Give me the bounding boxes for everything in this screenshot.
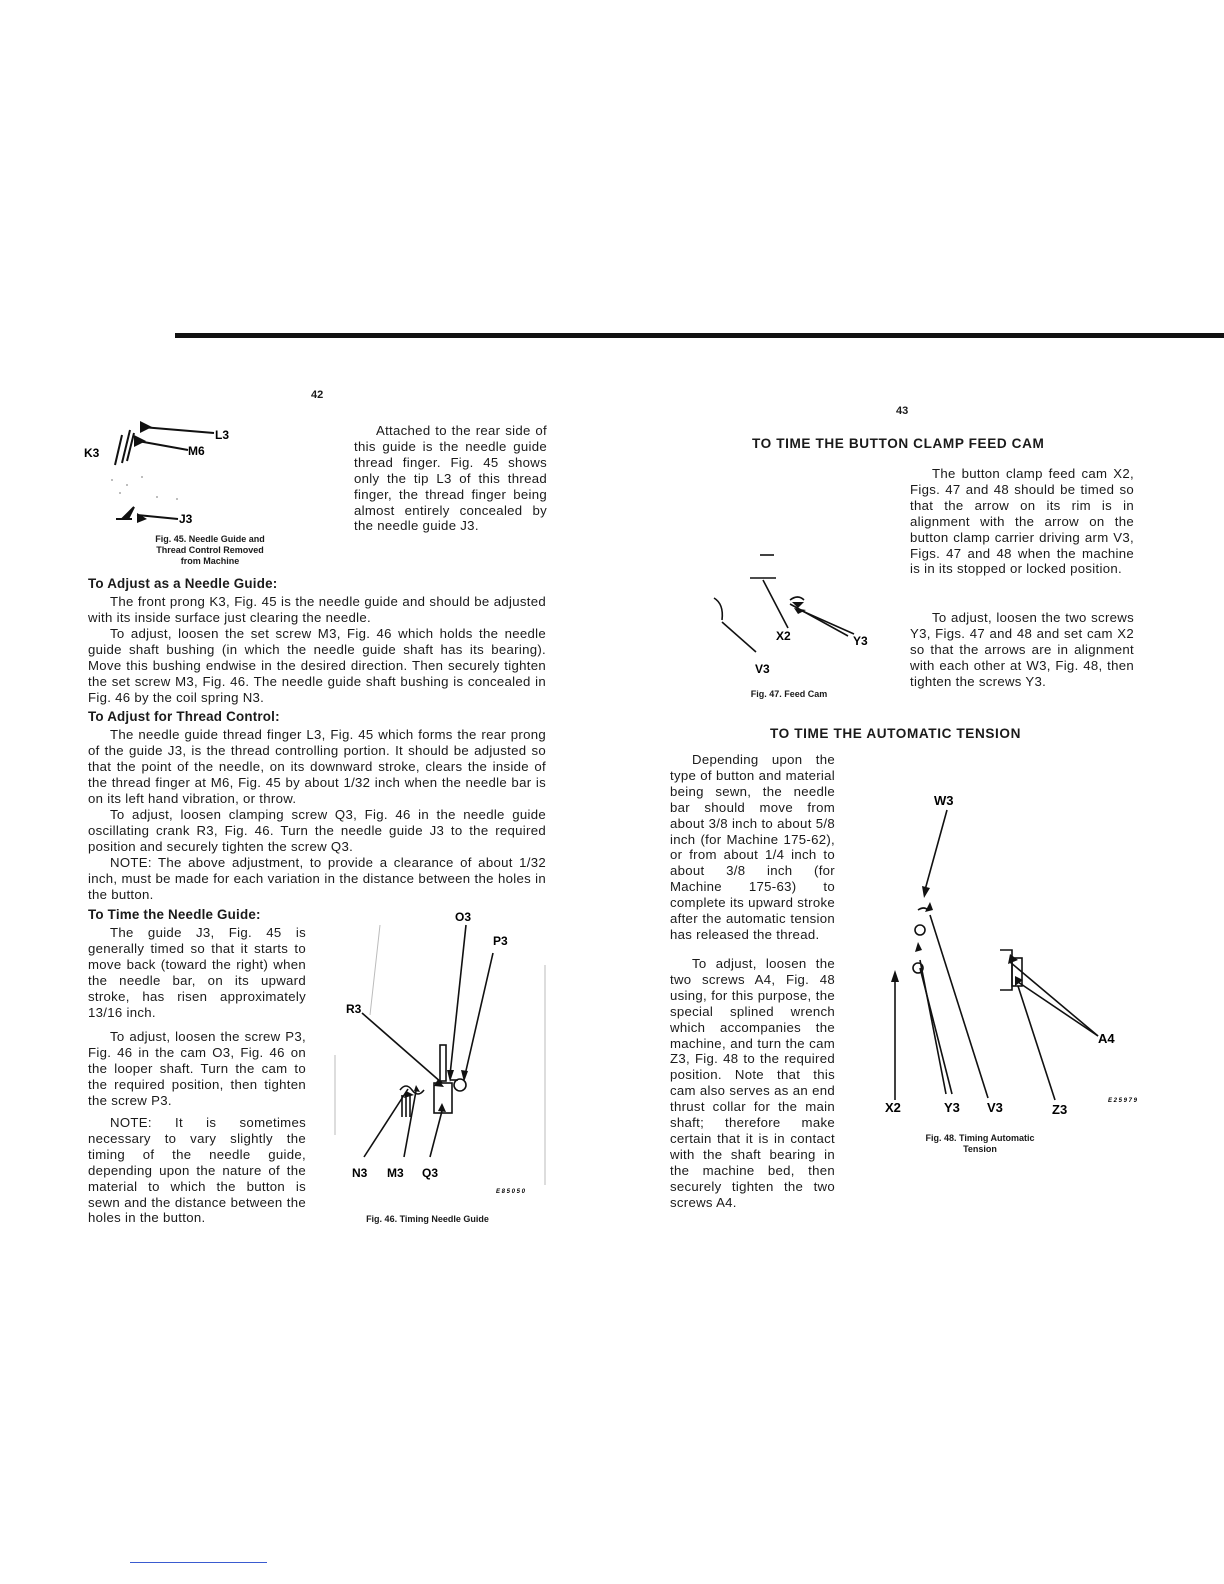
fig45-caption: Fig. 45. Needle Guide and Thread Control Removed from Machine [155, 534, 265, 566]
intro-paragraph: Attached to the rear side of this guide is the needle guide thread finger. Fig. 45 shows only the tip L3 of this thread finger, the thread finger being almost entirely concealed by the needle guide J3. [354, 423, 547, 534]
adjust-needle-guide-p2: To adjust, loosen the set screw M3, Fig. 46 which holds the needle guide shaft bushing (in which the needle guide shaft has its bearing). Move this bushing endwise in the desired direction. Then securely tighten the set screw M3, Fig. 46. The needle guide shaft bushing is concealed in Fig. 46 by the coil spring N3. [88, 626, 546, 705]
fig46-label-p3: P3 [493, 934, 508, 948]
heading-adjust-needle-guide: To Adjust as a Needle Guide: [88, 576, 278, 591]
fig47-caption: Fig. 47. Feed Cam [750, 689, 828, 699]
time-needle-guide-p2: To adjust, loosen the screw P3, Fig. 46 in the cam O3, Fig. 46 on the looper shaft. Turn the cam to the required position, then tighten the screw P3. [88, 1029, 306, 1108]
fig46-label-o3: O3 [455, 910, 472, 924]
fig46-label-m3: M3 [387, 1166, 404, 1180]
fig45-label-m6: M6 [188, 444, 205, 458]
automatic-tension-p2-column: To adjust, loosen the two screws A4, Fig. 48 using, for this purpose, the special splined wrench which accompanies the machine, and turn the cam Z3, Fig. 48 to the required position. Note that this cam also serves as an end thrust collar for the main shaft; therefore make certain that it is in contact with the shaft bearing in the machine bed, then securely tighten the two screws A4. [670, 956, 835, 1210]
fig48-label-z3: Z3 [1052, 1102, 1068, 1117]
fig46-label-r3: R3 [346, 1002, 362, 1016]
bottom-link-rule [130, 1562, 267, 1563]
fig46-label-n3: N3 [352, 1166, 368, 1180]
fig48-label-v3: V3 [987, 1100, 1003, 1115]
time-needle-guide-p1: The guide J3, Fig. 45 is generally timed so that it starts to move back (toward the right) when the needle bar, on its upward stroke, has risen approximately 13/16 inch. [88, 925, 306, 1020]
fig48-label-y3: Y3 [944, 1100, 960, 1115]
page-number-right: 43 [896, 405, 909, 417]
heading-button-clamp-feed-cam: TO TIME THE BUTTON CLAMP FEED CAM [752, 436, 1045, 451]
fig45-label-j3: J3 [179, 512, 193, 526]
fig46-caption: Fig. 46. Timing Needle Guide [366, 1214, 489, 1224]
heading-automatic-tension: TO TIME THE AUTOMATIC TENSION [770, 726, 1022, 741]
fig48-label-w3: W3 [934, 793, 954, 808]
figure-48 [870, 790, 1140, 1120]
heading-time-needle-guide: To Time the Needle Guide: [88, 907, 261, 922]
fig46-label-q3: Q3 [422, 1166, 439, 1180]
fig47-label-x2: X2 [776, 629, 791, 643]
adjust-needle-guide-p1: The front prong K3, Fig. 45 is the needle guide and should be adjusted with its inside surface just clearing the needle. [88, 594, 546, 625]
fig45-label-l3: L3 [215, 428, 230, 442]
feed-cam-p1: The button clamp feed cam X2, Figs. 47 and 48 should be timed so that the arrow on its rim is in alignment with the arrow on the button clamp carrier driving arm V3, Figs. 47 and 48 when the machine is in its stopped or locked position. [910, 466, 1134, 577]
fig45-label-k3: K3 [84, 446, 100, 460]
fig47-label-v3: V3 [755, 662, 770, 676]
fig48-caption: Fig. 48. Timing Automatic Tension [925, 1133, 1035, 1154]
figure-45 [82, 415, 252, 527]
thread-control-note: NOTE: The above adjustment, to provide a clearance of about 1/32 inch, must be made for each variation in the distance between the holes in the button. [88, 855, 546, 902]
automatic-tension-p1: Depending upon the type of button and material being sewn, the needle bar should move from about 3/8 inch to about 5/8 inch (for Machine 175-62), or from about 1/4 inch to about 3/8 inch (for Machine 175-63) to complete its upward stroke after the automatic tension has released the thread. [670, 752, 835, 942]
fig47-label-y3: Y3 [853, 634, 868, 648]
heading-adjust-thread-control: To Adjust for Thread Control: [88, 709, 280, 724]
fig48-label-a4: A4 [1098, 1031, 1115, 1046]
thread-control-p2: To adjust, loosen clamping screw Q3, Fig. 46 in the needle guide oscillating crank R3, Fig. 46. Turn the needle guide J3 to the required position and securely tighten the screw Q3. [88, 807, 546, 854]
time-needle-guide-note: NOTE: It is sometimes necessary to vary slightly the timing of the needle guide, depending upon the nature of the material to which the button is sewn and the distance between the holes in the button. [88, 1115, 306, 1226]
fig48-label-x2: X2 [885, 1100, 901, 1115]
feed-cam-p2: To adjust, loosen the two screws Y3, Figs. 47 and 48 and set cam X2 so that the arrows are in alignment with each other at W3, Fig. 48, then tighten the screws Y3. [910, 610, 1134, 689]
fig46-code: E 8 5 0 5 0 [496, 1189, 526, 1195]
thread-control-p1: The needle guide thread finger L3, Fig. 45 which forms the rear prong of the guide J3, is the thread controlling portion. It should be adjusted so that the point of the needle, on its downward stroke, clears the inside of the thread finger at M6, Fig. 45 by about 1/32 inch when the needle bar is on its left hand vibration, or throw. [88, 727, 546, 806]
figure-47 [700, 550, 880, 680]
top-rule [175, 333, 1224, 338]
page-number-left: 42 [311, 389, 324, 401]
figure-46 [330, 905, 555, 1205]
fig48-code: E 2 5 9 7 9 [1108, 1098, 1138, 1104]
